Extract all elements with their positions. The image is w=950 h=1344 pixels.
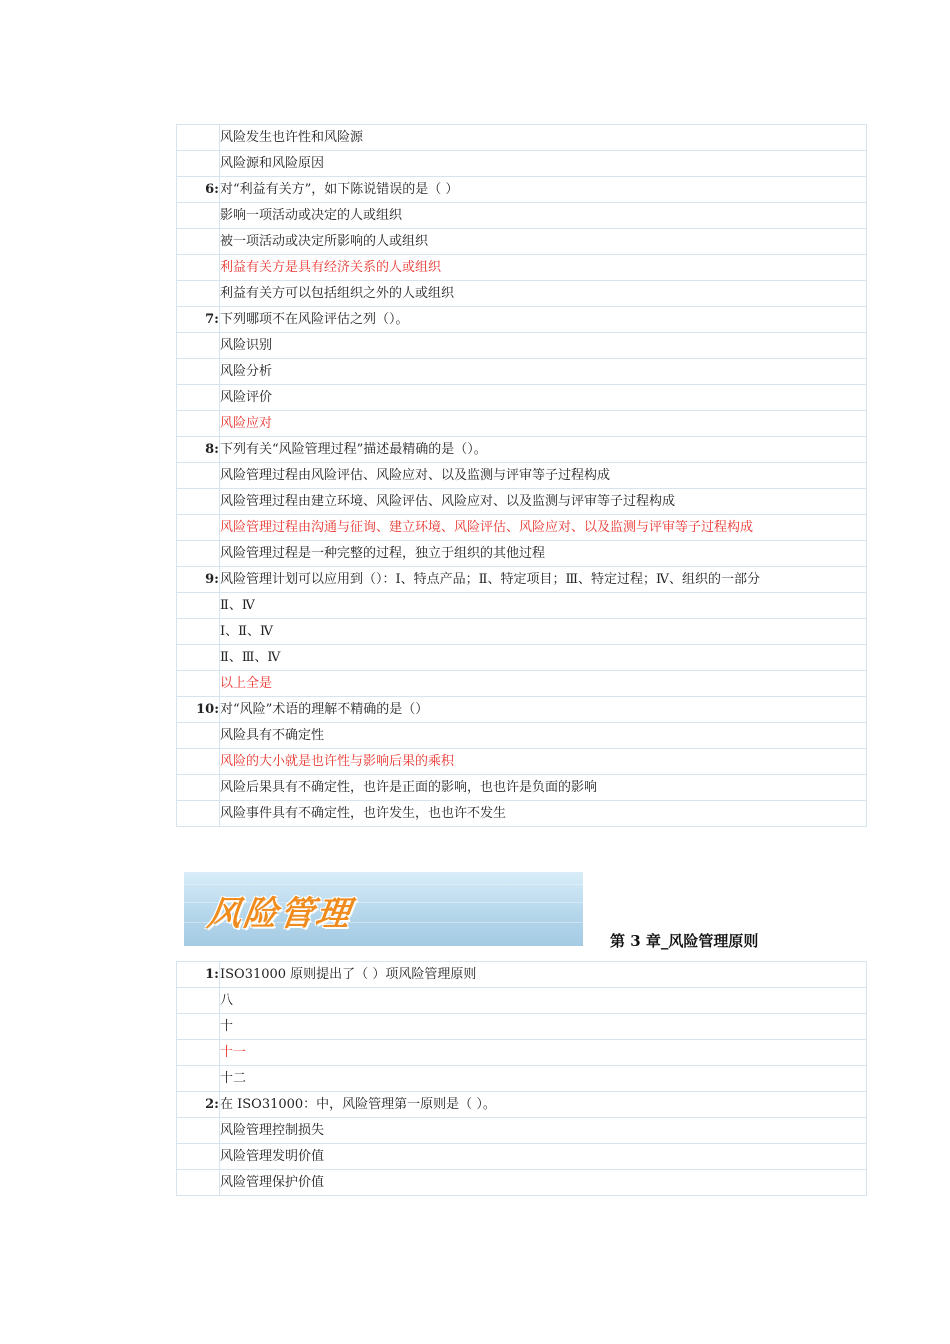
option-row xyxy=(177,255,866,281)
option-row xyxy=(177,281,866,307)
correct-option-text: 风险管理过程由沟通与征询、建立环境、风险评估、风险应对、以及监测与评审等子过程构成 xyxy=(220,515,866,541)
question-number xyxy=(177,749,220,775)
question-number xyxy=(177,593,220,619)
option-text: 风险源和风险原因 xyxy=(220,151,866,177)
option-row xyxy=(177,203,866,229)
correct-option-text: 利益有关方是具有经济关系的人或组织 xyxy=(220,255,866,281)
question-number xyxy=(177,645,220,671)
option-text: 风险管理过程是一种完整的过程，独立于组织的其他过程 xyxy=(220,541,866,567)
option-text: 风险分析 xyxy=(220,359,866,385)
question-row xyxy=(177,307,866,333)
question-number xyxy=(177,203,220,229)
question-number: 9: xyxy=(177,567,220,593)
question-number xyxy=(177,281,220,307)
option-row xyxy=(177,541,866,567)
question-row xyxy=(177,567,866,593)
option-text: 风险事件具有不确定性，也许发生，也也许不发生 xyxy=(220,806,507,821)
correct-option-text: 十一 xyxy=(220,1040,866,1066)
option-row xyxy=(177,671,866,697)
correct-option-text: 风险的大小就是也许性与影响后果的乘积 xyxy=(220,749,866,775)
option-text: 风险发生也许性和风险源 xyxy=(220,125,866,151)
option-row xyxy=(177,1040,866,1066)
option-text: 影响一项活动或决定的人或组织 xyxy=(220,203,866,229)
option-text: 风险管理保护价值 xyxy=(220,1175,325,1190)
option-row xyxy=(177,385,866,411)
correct-option-text: 风险应对 xyxy=(220,411,866,437)
question-text: 在 ISO31000：中，风险管理第一原则是（ ）。 xyxy=(220,1092,866,1118)
option-text: 风险评价 xyxy=(220,385,866,411)
option-row xyxy=(177,489,866,515)
option-text: Ⅰ、Ⅱ、Ⅳ xyxy=(220,619,866,645)
option-row xyxy=(177,1014,866,1040)
option-row xyxy=(177,515,866,541)
option-text: Ⅱ、Ⅳ xyxy=(220,593,866,619)
question-number xyxy=(177,151,220,177)
option-row xyxy=(177,801,866,826)
option-row xyxy=(177,645,866,671)
option-row xyxy=(177,619,866,645)
question-number: 8: xyxy=(177,437,220,463)
question-text: 对“风险”术语的理解不精确的是（） xyxy=(220,697,866,723)
option-row xyxy=(177,1144,866,1170)
option-text: 风险管理控制损失 xyxy=(220,1118,866,1144)
question-number xyxy=(177,671,220,697)
option-row xyxy=(177,988,866,1014)
question-row xyxy=(177,697,866,723)
question-number xyxy=(177,1040,220,1066)
question-text: 下列哪项不在风险评估之列（）。 xyxy=(220,307,866,333)
question-number xyxy=(177,255,220,281)
question-number xyxy=(177,359,220,385)
question-number xyxy=(177,723,220,749)
question-text: ISO31000 原则提出了（ ）项风险管理原则 xyxy=(220,962,866,988)
chapter-title: 第 3 章_风险管理原则 xyxy=(610,932,759,950)
question-number: 1: xyxy=(177,962,220,988)
question-table-2-body xyxy=(177,962,866,1195)
option-row xyxy=(177,1170,866,1195)
option-text: 风险具有不确定性 xyxy=(220,723,866,749)
question-text: 风险管理计划可以应用到（）：Ⅰ、特点产品；Ⅱ、特定项目；Ⅲ、特定过程；Ⅳ、组织的一部分 xyxy=(220,567,866,593)
question-text: 下列有关“风险管理过程”描述最精确的是（）。 xyxy=(220,437,866,463)
banner-title: 风险管理 xyxy=(204,894,355,934)
option-row xyxy=(177,125,866,151)
question-number xyxy=(177,775,220,801)
option-row xyxy=(177,411,866,437)
question-row xyxy=(177,437,866,463)
option-row xyxy=(177,593,866,619)
question-number: 6: xyxy=(177,177,220,203)
question-number xyxy=(177,1066,220,1092)
option-row xyxy=(177,333,866,359)
question-number xyxy=(177,229,220,255)
option-row xyxy=(177,359,866,385)
option-row xyxy=(177,723,866,749)
option-row xyxy=(177,229,866,255)
question-number xyxy=(177,1144,220,1170)
question-number xyxy=(177,125,220,151)
option-text: 风险后果具有不确定性，也许是正面的影响，也也许是负面的影响 xyxy=(220,775,866,801)
question-number: 10: xyxy=(177,697,220,723)
question-number xyxy=(177,515,220,541)
question-number xyxy=(177,385,220,411)
question-number xyxy=(177,333,220,359)
option-text: 十二 xyxy=(220,1066,866,1092)
question-row xyxy=(177,1092,866,1118)
question-number xyxy=(177,1118,220,1144)
question-number xyxy=(177,489,220,515)
question-number xyxy=(177,1170,220,1195)
option-text: 利益有关方可以包括组织之外的人或组织 xyxy=(220,281,866,307)
option-text: 被一项活动或决定所影响的人或组织 xyxy=(220,229,866,255)
option-text: 风险管理发明价值 xyxy=(220,1144,866,1170)
question-number xyxy=(177,988,220,1014)
question-number xyxy=(177,619,220,645)
option-text: 风险管理过程由风险评估、风险应对、以及监测与评审等子过程构成 xyxy=(220,463,866,489)
option-text: 风险识别 xyxy=(220,333,866,359)
option-text: Ⅱ、Ⅲ、Ⅳ xyxy=(220,645,866,671)
risk-management-banner xyxy=(184,872,583,946)
option-row xyxy=(177,749,866,775)
option-row xyxy=(177,1118,866,1144)
question-number: 7: xyxy=(177,307,220,333)
question-number xyxy=(177,411,220,437)
correct-option-text: 以上全是 xyxy=(220,671,866,697)
question-number xyxy=(177,463,220,489)
question-number xyxy=(177,541,220,567)
option-row xyxy=(177,463,866,489)
option-row xyxy=(177,775,866,801)
question-table-2 xyxy=(176,961,867,1196)
option-text: 八 xyxy=(220,988,866,1014)
question-text: 对“利益有关方”，如下陈说错误的是（ ） xyxy=(220,177,866,203)
option-row xyxy=(177,151,866,177)
option-text: 风险管理过程由建立环境、风险评估、风险应对、以及监测与评审等子过程构成 xyxy=(220,489,866,515)
option-row xyxy=(177,1066,866,1092)
option-text: 十 xyxy=(220,1014,866,1040)
question-table-1-body xyxy=(177,125,866,826)
question-number xyxy=(177,801,220,826)
question-number xyxy=(177,1014,220,1040)
question-number: 2: xyxy=(177,1092,220,1118)
question-table-1 xyxy=(176,124,867,827)
question-row xyxy=(177,962,866,988)
question-row xyxy=(177,177,866,203)
